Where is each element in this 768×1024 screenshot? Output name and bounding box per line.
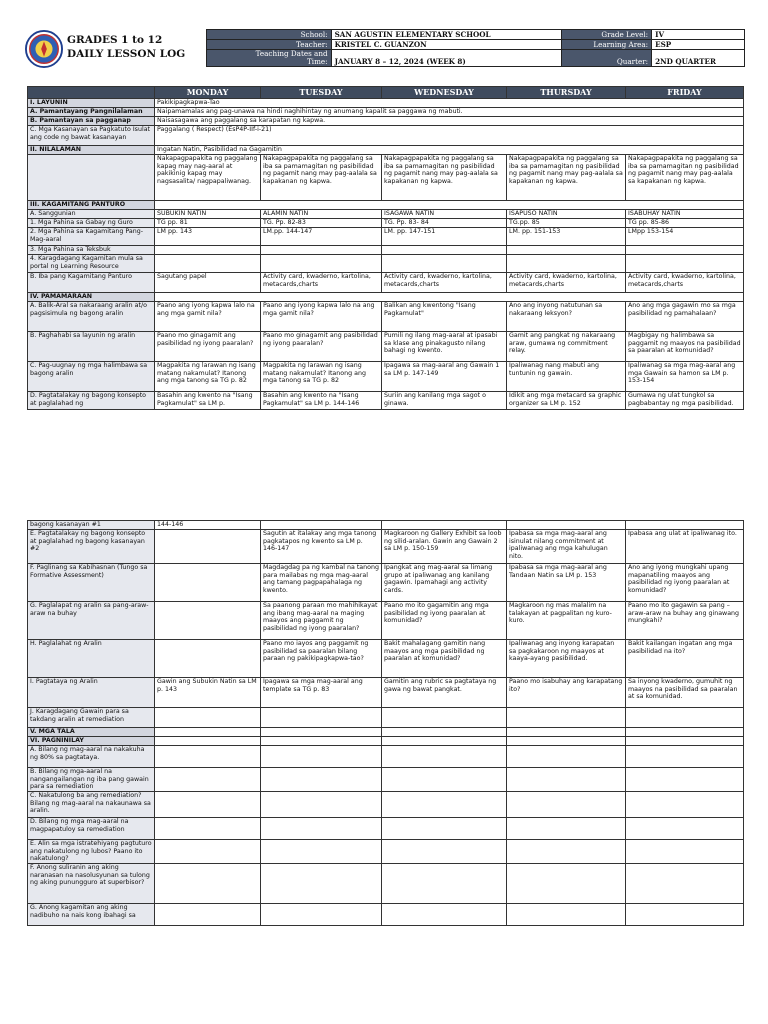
cell-monday[interactable] bbox=[155, 708, 261, 728]
cell-wednesday[interactable] bbox=[382, 728, 507, 737]
row-label: G. Anong kagamitan ang aking nadibuho na nais kong ibahagi sa bbox=[28, 904, 155, 926]
row-label: C. Pag-uugnay ng mga halimbawa sa bagong aralin bbox=[28, 362, 155, 392]
cell-thursday[interactable]: Paano mo isabuhay ang karapatang ito? bbox=[507, 678, 626, 708]
cell-wednesday[interactable]: Suriin ang kanilang mga sagot o ginawa. bbox=[382, 392, 507, 410]
cell-thursday[interactable]: Ipabasa sa mga mag-aaral ang isinulat nilang commitment at ipaliwanag ang mga kahulugan nito. bbox=[507, 530, 626, 564]
row-label: II. NILALAMAN bbox=[28, 146, 155, 155]
cell-monday[interactable] bbox=[155, 792, 261, 818]
day-header-thursday: THURSDAY bbox=[507, 87, 626, 99]
cell-thursday[interactable] bbox=[507, 840, 626, 864]
cell-thursday[interactable] bbox=[507, 768, 626, 792]
cell-tuesday[interactable]: Basahin ang kwento na "Isang Pagkamulat" sa LM p. 144-146 bbox=[261, 392, 382, 410]
cell-friday[interactable] bbox=[626, 768, 744, 792]
title-line-2: DAILY LESSON LOG bbox=[67, 48, 186, 60]
cell-monday[interactable] bbox=[155, 246, 261, 255]
row-span-cell bbox=[155, 293, 744, 302]
lesson-row-i-layunin bbox=[28, 99, 744, 108]
cell-monday[interactable]: Basahin ang kwento na "Isang Pagkamulat" sa LM p. bbox=[155, 392, 261, 410]
row-label bbox=[28, 155, 155, 201]
row-label: H. Paglalahat ng Aralin bbox=[28, 640, 155, 678]
cell-friday[interactable]: LMpp 153-154 bbox=[626, 228, 744, 246]
cell-thursday[interactable] bbox=[507, 864, 626, 904]
cell-monday[interactable]: Nakapagpapakita ng paggalang kapag may nag-aaral at pakikinig kapag may nagsasalita/ nagpapaliwanag. bbox=[155, 155, 261, 201]
cell-monday[interactable]: Paano ang iyong kapwa lalo na ang mga gamit nila? bbox=[155, 302, 261, 332]
cell-wednesday[interactable]: LM. pp. 147-151 bbox=[382, 228, 507, 246]
grade-value: IV bbox=[652, 30, 745, 40]
row-span-cell: Paggalang ( Respect) (EsP4P-IIf-i-21) bbox=[155, 126, 744, 146]
row-span-cell: Ingatan Natin, Pasibilidad na Gagamitin bbox=[155, 146, 744, 155]
cell-tuesday[interactable] bbox=[261, 904, 382, 926]
cell-wednesday[interactable]: Activity card, kwaderno, kartolina, metacards,charts bbox=[382, 273, 507, 293]
cell-monday[interactable] bbox=[155, 818, 261, 840]
quarter-label: Quarter: bbox=[562, 50, 652, 67]
cell-friday[interactable]: Activity card, kwaderno, kartolina, metacards,charts bbox=[626, 273, 744, 293]
cell-tuesday[interactable] bbox=[261, 246, 382, 255]
lesson-row-j-karagdagang-gawain-para-sa-takdang-ara bbox=[28, 708, 744, 728]
cell-thursday[interactable]: ISAPUSO NATIN bbox=[507, 210, 626, 219]
row-label: E. Alin sa mga istratehiyang pagtuturo ang nakatulong ng lubos? Paano ito nakatulong? bbox=[28, 840, 155, 864]
teacher-value: KRISTEL C. GUANZON bbox=[331, 40, 562, 50]
deped-seal-icon bbox=[25, 30, 63, 68]
cell-friday[interactable] bbox=[626, 737, 744, 746]
lesson-row-b-paghahabi-sa-layunin-ng-aralin bbox=[28, 332, 744, 362]
cell-wednesday[interactable] bbox=[382, 255, 507, 273]
lesson-row-c-pag-uugnay-ng-mga-halimbawa-sa-bagong- bbox=[28, 362, 744, 392]
cell-thursday[interactable] bbox=[507, 746, 626, 768]
cell-monday[interactable] bbox=[155, 728, 261, 737]
row-label: 1. Mga Pahina sa Gabay ng Guro bbox=[28, 219, 155, 228]
cell-tuesday[interactable]: LM.pp. 144-147 bbox=[261, 228, 382, 246]
lesson-row-a-pamantayang-pangnilalaman bbox=[28, 108, 744, 117]
row-label: VI. PAGNINILAY bbox=[28, 737, 155, 746]
document-header bbox=[25, 27, 745, 71]
cell-wednesday[interactable]: Paano mo ito gagamitin ang mga pasibilidad ng iyong paaralan at komunidad? bbox=[382, 602, 507, 640]
cell-thursday[interactable]: Activity card, kwaderno, kartolina, metacards,charts bbox=[507, 273, 626, 293]
cell-friday[interactable] bbox=[626, 746, 744, 768]
row-label: F. Paglinang sa Kabihasnan (Tungo sa Formative Assessment) bbox=[28, 564, 155, 602]
cell-thursday[interactable] bbox=[507, 792, 626, 818]
row-label: 3. Mga Pahina sa Teksbuk bbox=[28, 246, 155, 255]
quarter-value: 2ND QUARTER bbox=[652, 50, 745, 67]
cell-friday[interactable]: Nakapagpapakita ng paggalang sa iba sa pamamagitan ng pasibilidad ng pagamit nang may pag-aalala sa kapakanan ng kapwa. bbox=[626, 155, 744, 201]
lesson-row-c-nakatulong-ba-ang-remediation-bilang-n bbox=[28, 792, 744, 818]
cell-tuesday[interactable]: Activity card, kwaderno, kartolina, metacards,charts bbox=[261, 273, 382, 293]
lesson-row-v-mga-tala bbox=[28, 728, 744, 737]
row-label: B. Paghahabi sa layunin ng aralin bbox=[28, 332, 155, 362]
cell-thursday[interactable]: Nakapagpapakita ng paggalang sa iba sa pamamagitan ng pasibilidad ng pagamit nang may pag-aalala sa kapakanan ng kapwa. bbox=[507, 155, 626, 201]
cell-friday[interactable] bbox=[626, 904, 744, 926]
cell-monday[interactable] bbox=[155, 746, 261, 768]
cell-wednesday[interactable]: Magkaroon ng Gallery Exhibit sa loob ng silid-aralan. Gawin ang Gawain 2 sa LM p. 150-159 bbox=[382, 530, 507, 564]
cell-wednesday[interactable]: TG. Pp. 83- 84 bbox=[382, 219, 507, 228]
cell-monday[interactable]: Paano mo ginagamit ang pasibilidad ng iyong paaralan? bbox=[155, 332, 261, 362]
cell-tuesday[interactable]: TG. Pp. 82-83 bbox=[261, 219, 382, 228]
cell-wednesday[interactable] bbox=[382, 246, 507, 255]
cell-tuesday[interactable] bbox=[261, 864, 382, 904]
cell-monday[interactable]: Sagutang papel bbox=[155, 273, 261, 293]
row-label: 2. Mga Pahina sa Kagamitang Pang-Mag-aaral bbox=[28, 228, 155, 246]
cell-wednesday[interactable] bbox=[382, 708, 507, 728]
cell-tuesday[interactable] bbox=[261, 840, 382, 864]
cell-tuesday[interactable]: Nakapagpapakita ng paggalang sa iba sa pamamagitan ng pasibilidad ng pagamit nang may pag-aalala sa kapakanan ng kapwa. bbox=[261, 155, 382, 201]
cell-friday[interactable]: Magbigay ng halimbawa sa paggamit ng maayos na pasibilidad sa paaralan at komunidad? bbox=[626, 332, 744, 362]
row-label: I. Pagtataya ng Aralin bbox=[28, 678, 155, 708]
cell-thursday[interactable] bbox=[507, 708, 626, 728]
cell-monday[interactable] bbox=[155, 255, 261, 273]
lesson-row-h-paglalahat-ng-aralin bbox=[28, 640, 744, 678]
cell-wednesday[interactable] bbox=[382, 737, 507, 746]
cell-wednesday[interactable] bbox=[382, 840, 507, 864]
lesson-row-b-bilang-ng-mga-aaral-na-nangangailangan bbox=[28, 768, 744, 792]
lesson-row-g-anong-kagamitan-ang-aking-nadibuho-na- bbox=[28, 904, 744, 926]
cell-tuesday[interactable]: Sa paanong paraan mo mahihikayat ang ibang mag-aaral na maging maayos ang paggamit ng pasibilidad ng iyong paaralan? bbox=[261, 602, 382, 640]
row-label: F. Anong suliranin ang aking naranasan na nasolusyunan sa tulong ng aking punungguro at superbisor? bbox=[28, 864, 155, 904]
cell-tuesday[interactable]: Paano ang iyong kapwa lalo na ang mga gamit nila? bbox=[261, 302, 382, 332]
cell-thursday[interactable]: Ano ang inyong natutunan sa nakaraang leksyon? bbox=[507, 302, 626, 332]
cell-monday[interactable]: Magpakita ng larawan ng isang matang nakamulat? Itanong ang mga tanong sa TG p. 82 bbox=[155, 362, 261, 392]
cell-friday[interactable]: Paano mo ito gagawin sa pang –araw-araw na buhay ang ginawang mungkahi? bbox=[626, 602, 744, 640]
day-header-row bbox=[28, 87, 744, 99]
corner-cell bbox=[28, 87, 155, 99]
lesson-row-f-anong-suliranin-ang-aking-naranasan-na bbox=[28, 864, 744, 904]
cell-thursday[interactable]: LM. pp. 151-153 bbox=[507, 228, 626, 246]
row-label: G. Paglalapat ng aralin sa pang-araw- araw na buhay bbox=[28, 602, 155, 640]
row-label: B. Pamantayan sa pagganap bbox=[28, 117, 155, 126]
school-value: SAN AGUSTIN ELEMENTARY SCHOOL bbox=[331, 30, 562, 40]
cell-tuesday[interactable] bbox=[261, 746, 382, 768]
cell-wednesday[interactable]: Bakit mahalagang gamitin nang maayos ang mga pasibilidad ng paaralan at komunidad? bbox=[382, 640, 507, 678]
cell-tuesday[interactable] bbox=[261, 255, 382, 273]
cell-tuesday[interactable] bbox=[261, 792, 382, 818]
lesson-row-e-alin-sa-mga-istratehiyang-pagtuturo-an bbox=[28, 840, 744, 864]
lesson-row-blank bbox=[28, 155, 744, 201]
cell-monday[interactable] bbox=[155, 564, 261, 602]
cell-friday[interactable] bbox=[626, 840, 744, 864]
cell-tuesday[interactable]: Magpakita ng larawan ng isang matang nakamulat? Itanong ang mga tanong sa TG p. 82 bbox=[261, 362, 382, 392]
cell-tuesday[interactable]: Paano mo ginagamit ang pasibilidad ng iyong paaralan? bbox=[261, 332, 382, 362]
cell-tuesday[interactable]: Ipagawa sa mga mag-aaral ang template sa TG p. 83 bbox=[261, 678, 382, 708]
cell-friday[interactable]: Sa inyong kwaderno, gumuhit ng maayos na pasibilidad sa paaralan at sa komunidad. bbox=[626, 678, 744, 708]
cell-friday[interactable]: Ipabasa ang ulat at ipaliwanag ito. bbox=[626, 530, 744, 564]
lesson-row-i-pagtataya-ng-aralin bbox=[28, 678, 744, 708]
row-label: bagong kasanayan #1 bbox=[28, 521, 155, 530]
lesson-row-e-pagtatalakay-ng-bagong-konsepto-at-pag bbox=[28, 530, 744, 564]
cell-monday[interactable]: Gawin ang Subukin Natin sa LM p. 143 bbox=[155, 678, 261, 708]
cell-wednesday[interactable]: ISAGAWA NATIN bbox=[382, 210, 507, 219]
cell-friday[interactable] bbox=[626, 792, 744, 818]
lesson-row-a-balik-aral-sa-nakaraang-aralin-at-o-pa bbox=[28, 302, 744, 332]
area-value: ESP bbox=[652, 40, 745, 50]
cell-monday[interactable] bbox=[155, 904, 261, 926]
cell-monday[interactable] bbox=[155, 640, 261, 678]
cell-tuesday[interactable]: Paano mo iayos ang paggamit ng pasibilidad sa paaralan bilang paraan ng pakikipagkapwa-tao? bbox=[261, 640, 382, 678]
cell-friday[interactable] bbox=[626, 864, 744, 904]
cell-thursday[interactable]: Magkaroon ng mas malalim na talakayan at pagpalitan ng kuro-kuro. bbox=[507, 602, 626, 640]
cell-thursday[interactable] bbox=[507, 737, 626, 746]
cell-thursday[interactable] bbox=[507, 818, 626, 840]
cell-monday[interactable]: TG pp. 81 bbox=[155, 219, 261, 228]
page-1 bbox=[0, 0, 768, 478]
dates-label bbox=[207, 50, 332, 67]
row-label: D. Pagtatalakay ng bagong konsepto at paglalahad ng bbox=[28, 392, 155, 410]
row-span-cell: Naipamamalas ang pag-unawa na hindi naghihintay ng anumang kapalit sa paggawa ng mabuti. bbox=[155, 108, 744, 117]
cell-thursday[interactable] bbox=[507, 246, 626, 255]
lesson-row-3-mga-pahina-sa-teksbuk bbox=[28, 246, 744, 255]
row-span-cell bbox=[155, 201, 744, 210]
lesson-row-g-paglalapat-ng-aralin-sa-pang-araw-araw bbox=[28, 602, 744, 640]
lesson-row-ii-nilalaman bbox=[28, 146, 744, 155]
cell-wednesday[interactable] bbox=[382, 746, 507, 768]
school-label: School: bbox=[207, 30, 332, 40]
cell-wednesday[interactable]: Pumili ng ilang mag-aaral at ipasabi sa klase ang pinakagusto nilang bahagi ng kwento. bbox=[382, 332, 507, 362]
cell-friday[interactable]: TG pp. 85-86 bbox=[626, 219, 744, 228]
row-span-cell: Pakikipagkapwa-Tao bbox=[155, 99, 744, 108]
lesson-row-b-iba-pang-kagamitang-panturo bbox=[28, 273, 744, 293]
lesson-row-a-bilang-ng-mag-aaral-na-nakakuha-ng-80- bbox=[28, 746, 744, 768]
cell-friday[interactable] bbox=[626, 521, 744, 530]
cell-friday[interactable] bbox=[626, 246, 744, 255]
cell-friday[interactable] bbox=[626, 708, 744, 728]
cell-friday[interactable]: Gumawa ng ulat tungkol sa pagbabantay ng mga pasibilidad. bbox=[626, 392, 744, 410]
cell-wednesday[interactable]: Ipangkat ang mag-aaral sa limang grupo at ipaliwanag ang kanilang gagawin. Ipamahagi ang activity cards. bbox=[382, 564, 507, 602]
grade-label: Grade Level: bbox=[562, 30, 652, 40]
row-label: A. Bilang ng mag-aaral na nakakuha ng 80% sa pagtataya. bbox=[28, 746, 155, 768]
lesson-row-iv-pamamaraan bbox=[28, 293, 744, 302]
cell-friday[interactable]: ISABUHAY NATIN bbox=[626, 210, 744, 219]
lesson-row-vi-pagninilay bbox=[28, 737, 744, 746]
cell-thursday[interactable]: Gamit ang pangkat ng nakaraang araw, gumawa ng commitment relay. bbox=[507, 332, 626, 362]
cell-tuesday[interactable] bbox=[261, 768, 382, 792]
lesson-row-4-karagdagang-kagamitan-mula-sa-portal-n bbox=[28, 255, 744, 273]
cell-wednesday[interactable] bbox=[382, 521, 507, 530]
lesson-row-d-bilang-ng-mga-mag-aaral-na-magpapatulo bbox=[28, 818, 744, 840]
row-label: B. Iba pang Kagamitang Panturo bbox=[28, 273, 155, 293]
dates-label-line-1: Teaching Dates and bbox=[255, 49, 328, 58]
cell-thursday[interactable]: Ipaliwanag nang mabuti ang tuntunin ng gawain. bbox=[507, 362, 626, 392]
cell-wednesday[interactable] bbox=[382, 904, 507, 926]
cell-monday[interactable] bbox=[155, 602, 261, 640]
cell-thursday[interactable]: Ipaliwanag ang inyong karapatan sa pagkakaroon ng maayos at kaaya-ayang pasibilidad. bbox=[507, 640, 626, 678]
area-label: Learning Area: bbox=[562, 40, 652, 50]
row-label: IV. PAMAMARAAN bbox=[28, 293, 155, 302]
lesson-row-2-mga-pahina-sa-kagamitang-pang-mag-aara bbox=[28, 228, 744, 246]
row-label: A. Pamantayang Pangnilalaman bbox=[28, 108, 155, 117]
cell-tuesday[interactable] bbox=[261, 728, 382, 737]
lesson-row-1-mga-pahina-sa-gabay-ng-guro bbox=[28, 219, 744, 228]
cell-thursday[interactable] bbox=[507, 255, 626, 273]
cell-monday[interactable] bbox=[155, 840, 261, 864]
cell-thursday[interactable]: Idikit ang mga metacard sa graphic organizer sa LM p. 152 bbox=[507, 392, 626, 410]
cell-wednesday[interactable] bbox=[382, 768, 507, 792]
cell-monday[interactable] bbox=[155, 737, 261, 746]
title-line-1: GRADES 1 to 12 bbox=[67, 34, 163, 46]
row-label: C. Nakatulong ba ang remediation? Bilang ng mag-aaral na nakaunawa sa aralin. bbox=[28, 792, 155, 818]
header-info-grid bbox=[206, 29, 745, 67]
cell-tuesday[interactable] bbox=[261, 521, 382, 530]
row-label: V. MGA TALA bbox=[28, 728, 155, 737]
lesson-row-b-pamantayan-sa-pagganap bbox=[28, 117, 744, 126]
cell-wednesday[interactable] bbox=[382, 792, 507, 818]
cell-wednesday[interactable] bbox=[382, 818, 507, 840]
lesson-row-iii-kagamitang-panturo bbox=[28, 201, 744, 210]
cell-tuesday[interactable]: Magdagdag pa ng kambal na tanong para mailabas ng mga mag-aaral ang tamang pagpapahalaga ng kwento. bbox=[261, 564, 382, 602]
cell-tuesday[interactable]: ALAMIN NATIN bbox=[261, 210, 382, 219]
cell-friday[interactable] bbox=[626, 255, 744, 273]
cell-monday[interactable]: 144-146 bbox=[155, 521, 261, 530]
day-header-tuesday: TUESDAY bbox=[261, 87, 382, 99]
dates-value: JANUARY 8 – 12, 2024 (WEEK 8) bbox=[331, 50, 562, 67]
row-label: C. Mga Kasanayan sa Pagkatuto Isulat ang code ng bawat kasanayan bbox=[28, 126, 155, 146]
row-label: III. KAGAMITANG PANTURO bbox=[28, 201, 155, 210]
lesson-table-page-2 bbox=[27, 520, 744, 926]
row-label: D. Bilang ng mga mag-aaral na magpapatuloy sa remediation bbox=[28, 818, 155, 840]
lesson-row-a-sanggunian bbox=[28, 210, 744, 219]
dates-label-line-2: Time: bbox=[306, 57, 328, 66]
cell-wednesday[interactable]: Gamitin ang rubric sa pagtataya ng gawa ng bawat pangkat. bbox=[382, 678, 507, 708]
cell-monday[interactable] bbox=[155, 768, 261, 792]
cell-thursday[interactable] bbox=[507, 904, 626, 926]
cell-tuesday[interactable] bbox=[261, 708, 382, 728]
cell-tuesday[interactable] bbox=[261, 818, 382, 840]
cell-wednesday[interactable]: Balikan ang kwentong "Isang Pagkamulat" bbox=[382, 302, 507, 332]
cell-monday[interactable]: LM pp. 143 bbox=[155, 228, 261, 246]
day-header-wednesday: WEDNESDAY bbox=[382, 87, 507, 99]
cell-friday[interactable]: Ano ang mga gagawin mo sa mga pasibilidad ng pamahalaan? bbox=[626, 302, 744, 332]
cell-friday[interactable] bbox=[626, 728, 744, 737]
cell-wednesday[interactable]: Ipagawa sa mag-aaral ang Gawain 1 sa LM p. 147-149 bbox=[382, 362, 507, 392]
cell-wednesday[interactable] bbox=[382, 864, 507, 904]
lesson-row-c-mga-kasanayan-sa-pagkatuto-isulat-ang- bbox=[28, 126, 744, 146]
cell-thursday[interactable] bbox=[507, 521, 626, 530]
row-label: A. Sanggunian bbox=[28, 210, 155, 219]
lesson-table-page-1 bbox=[27, 86, 744, 410]
cell-friday[interactable]: Ipaliwanag sa mga mag-aaral ang mga Gawain sa hamon sa LM p. 153-154 bbox=[626, 362, 744, 392]
day-header-monday: MONDAY bbox=[155, 87, 261, 99]
teacher-label: Teacher: bbox=[207, 40, 332, 50]
row-label: 4. Karagdagang Kagamitan mula sa portal ng Learning Resource bbox=[28, 255, 155, 273]
row-span-cell: Naisasagawa ang paggalang sa karapatan ng kapwa. bbox=[155, 117, 744, 126]
row-label: B. Bilang ng mga-aaral na nangangailangan ng iba pang gawain para sa remediation bbox=[28, 768, 155, 792]
cell-thursday[interactable]: TG.pp. 85 bbox=[507, 219, 626, 228]
day-header-friday: FRIDAY bbox=[626, 87, 744, 99]
row-label: I. LAYUNIN bbox=[28, 99, 155, 108]
lesson-row-d-pagtatalakay-ng-bagong-konsepto-at-pag bbox=[28, 392, 744, 410]
cell-friday[interactable] bbox=[626, 818, 744, 840]
document-title bbox=[67, 33, 185, 61]
cell-friday[interactable]: Ano ang iyong mungkahi upang mapanatiling maayos ang pasibilidad ng iyong paaralan at komunidad? bbox=[626, 564, 744, 602]
cell-monday[interactable] bbox=[155, 530, 261, 564]
cell-tuesday[interactable]: Sagutin at italakay ang mga tanong pagkatapos ng kwento sa LM p. 146-147 bbox=[261, 530, 382, 564]
lesson-row-bagong-kasanayan-1 bbox=[28, 521, 744, 530]
lesson-row-f-paglinang-sa-kabihasnan-tungo-sa-forma bbox=[28, 564, 744, 602]
cell-thursday[interactable]: Ipabasa sa mga mag-aaral ang Tandaan Natin sa LM p. 153 bbox=[507, 564, 626, 602]
cell-monday[interactable] bbox=[155, 864, 261, 904]
cell-thursday[interactable] bbox=[507, 728, 626, 737]
row-label: J. Karagdagang Gawain para sa takdang aralin at remediation bbox=[28, 708, 155, 728]
row-label: A. Balik-Aral sa nakaraang aralin at/o pagsisimula ng bagong aralin bbox=[28, 302, 155, 332]
row-label: E. Pagtatalakay ng bagong konsepto at paglalahad ng bagong kasanayan #2 bbox=[28, 530, 155, 564]
cell-wednesday[interactable]: Nakapagpapakita ng paggalang sa iba sa pamamagitan ng pasibilidad ng pagamit nang may pag-aalala sa kapakanan ng kapwa. bbox=[382, 155, 507, 201]
cell-friday[interactable]: Bakit kailangan ingatan ang mga pasibilidad na ito? bbox=[626, 640, 744, 678]
page-2 bbox=[0, 520, 768, 1024]
cell-monday[interactable]: SUBUKIN NATIN bbox=[155, 210, 261, 219]
cell-tuesday[interactable] bbox=[261, 737, 382, 746]
